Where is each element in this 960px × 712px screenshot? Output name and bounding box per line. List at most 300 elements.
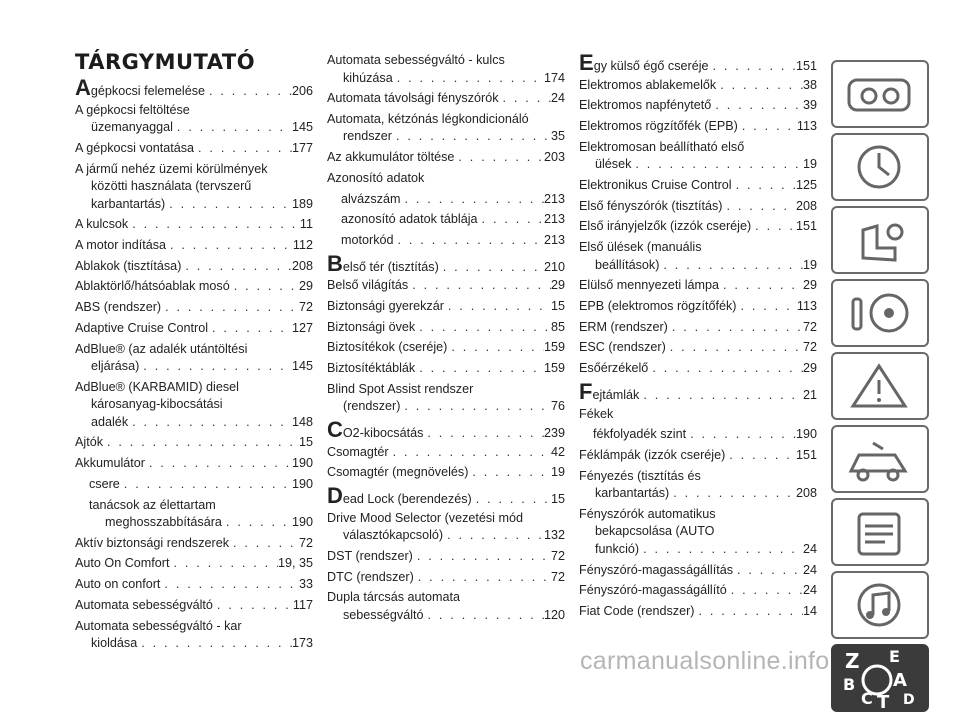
page-number: 24 <box>802 583 817 598</box>
leader-dots <box>213 597 293 615</box>
page-number: 151 <box>795 447 817 462</box>
page-number: 151 <box>795 59 817 73</box>
entry-text: karbantartás) <box>595 486 670 501</box>
page-number: 11 <box>299 217 313 232</box>
page-number: 112 <box>292 238 313 252</box>
leader-dots <box>128 216 300 234</box>
index-entry <box>327 170 565 188</box>
page-number: 173 <box>291 636 313 650</box>
entry-text: károsanyag-kibocsátási <box>91 397 223 412</box>
leader-dots <box>468 464 551 482</box>
leader-dots <box>205 83 292 101</box>
entry-text: ABS (rendszer) <box>75 300 162 315</box>
leader-dots <box>392 128 551 146</box>
index-letter: E <box>889 647 900 666</box>
page-number: 239 <box>543 426 565 440</box>
leader-dots <box>423 425 544 443</box>
section-letter: F <box>579 378 593 404</box>
leader-dots <box>443 527 544 545</box>
page-number: 148 <box>291 414 313 429</box>
entry-text: kihúzása <box>343 70 393 85</box>
index-entry <box>579 468 817 503</box>
entry-text: AdBlue® (az adalék utántöltési <box>75 341 248 356</box>
entry-text: csere <box>89 476 120 491</box>
index-entry <box>75 576 313 594</box>
page-number: 29 <box>802 278 817 293</box>
leader-dots <box>648 360 803 378</box>
entry-text: (rendszer) <box>343 399 401 414</box>
leader-dots <box>454 149 544 167</box>
entry-text: A gépkocsi vontatása <box>75 140 195 155</box>
starting-driving-icon <box>833 281 927 345</box>
page-number: 190 <box>291 476 313 491</box>
index-entry <box>579 198 817 216</box>
index-entry <box>579 118 817 136</box>
entry-text: Dupla tárcsás automata <box>327 590 461 605</box>
leader-dots <box>727 582 803 600</box>
index-entry <box>579 426 817 444</box>
chapter-tab[interactable] <box>831 206 929 274</box>
index-entry <box>327 298 565 316</box>
index-entry <box>327 548 565 566</box>
leader-dots <box>694 603 803 621</box>
leader-dots <box>401 191 544 209</box>
entry-text: gy külső égő cseréje <box>593 59 709 73</box>
entry-text: Automata távolsági fényszórók <box>327 91 499 106</box>
page-number: 127 <box>291 320 313 335</box>
index-entry <box>327 569 565 587</box>
index-entry <box>579 298 817 316</box>
chapter-tab[interactable] <box>831 425 929 493</box>
leader-dots <box>478 211 544 229</box>
page-number: 15 <box>298 435 313 450</box>
index-entry <box>327 250 565 277</box>
index-entry <box>75 535 313 553</box>
page-number: 15 <box>550 492 565 507</box>
entry-text: Biztonsági gyerekzár <box>327 299 444 313</box>
index-entry <box>75 299 313 317</box>
entry-text: Fényszóró-magasságállítás <box>579 562 733 577</box>
index-entry <box>75 379 313 432</box>
index-entry <box>75 75 313 101</box>
entry-text: ead Lock (berendezés) <box>342 492 472 507</box>
safety-icon <box>833 135 927 199</box>
leader-dots <box>733 562 803 580</box>
index-entry <box>327 360 565 378</box>
leader-dots <box>170 555 278 573</box>
entry-text: gépkocsi felemelése <box>90 84 205 98</box>
leader-dots <box>160 576 299 594</box>
entry-text: Elektromos ablakemelők <box>579 77 717 92</box>
entry-text: Elektronikus Cruise Control <box>579 178 732 192</box>
index-entry <box>327 589 565 624</box>
index-entry <box>327 52 565 87</box>
leader-dots <box>669 485 796 503</box>
leader-dots <box>639 387 803 405</box>
entry-text: Azonosító adatok <box>327 170 425 185</box>
index-entry <box>579 603 817 621</box>
entry-text: sebességváltó <box>343 607 424 622</box>
section-letter: C <box>327 417 343 442</box>
page-number: 117 <box>292 597 313 612</box>
entry-text: Auto on confort <box>75 577 161 592</box>
leader-dots <box>736 298 796 316</box>
leader-dots <box>161 299 299 317</box>
section-letter: B <box>327 250 343 276</box>
page-number: 19 <box>550 465 565 480</box>
leader-dots <box>415 319 551 337</box>
page-number: 177 <box>291 140 313 155</box>
technical-data-icon <box>833 500 927 564</box>
page-number: 72 <box>550 569 565 584</box>
entry-text: adalék <box>91 414 129 429</box>
leader-dots <box>145 455 292 473</box>
index-entry <box>579 319 817 337</box>
leader-dots <box>666 339 803 357</box>
index-entry <box>327 339 565 357</box>
page-number: 159 <box>543 340 565 355</box>
entry-text: ülések <box>595 157 632 172</box>
page-number: 72 <box>802 319 817 334</box>
entry-text: fékfolyadék szint <box>593 427 687 442</box>
entry-text: Drive Mood Selector (vezetési mód <box>327 510 523 525</box>
leader-dots <box>120 476 292 494</box>
leader-dots <box>719 277 803 295</box>
entry-text: Fékek <box>579 406 614 421</box>
page-number: 72 <box>298 300 313 315</box>
leader-dots <box>139 358 292 376</box>
index-entry <box>579 378 817 405</box>
entry-text: Biztonsági övek <box>327 319 416 334</box>
page-number: 85 <box>550 319 565 334</box>
index-entry <box>75 258 313 276</box>
index-entry <box>75 216 313 234</box>
index-entry <box>327 444 565 462</box>
airbag-seat-icon <box>833 208 927 272</box>
page-number: 213 <box>543 191 565 206</box>
page-number: 210 <box>543 259 565 274</box>
leader-dots <box>725 447 796 465</box>
index-entry <box>579 360 817 378</box>
entry-text: DTC (rendszer) <box>327 569 414 584</box>
leader-dots <box>400 398 551 416</box>
entry-text: A gépkocsi feltöltése <box>75 102 190 117</box>
index-letter: B <box>843 675 856 694</box>
page-title: TÁRGYMUTATÓ <box>75 50 256 74</box>
entry-text: azonosító adatok táblája <box>341 212 478 227</box>
entry-text: O2-kibocsátás <box>342 426 424 440</box>
entry-text: ejtámlák <box>592 387 640 402</box>
index-entry <box>327 277 565 295</box>
page-number: 203 <box>543 150 565 165</box>
entry-text: Automata sebességváltó - kulcs <box>327 53 505 67</box>
entry-text: Belső világítás <box>327 278 409 293</box>
entry-text: Első ülések (manuális <box>579 240 702 255</box>
index-entry <box>75 434 313 452</box>
page-number: 72 <box>802 340 817 355</box>
entry-text: beállítások) <box>595 257 660 272</box>
leader-dots <box>393 70 544 88</box>
entry-text: Automata sebességváltó - kar <box>75 618 242 633</box>
index-entry <box>579 50 817 76</box>
index-entry <box>75 341 313 376</box>
entry-text: Automata, kétzónás légkondicionáló <box>327 111 529 126</box>
entry-text: A motor indítása <box>75 238 167 252</box>
page-number: 208 <box>795 198 817 213</box>
entry-text: Csomagtér (megnövelés) <box>327 465 469 480</box>
entry-text: motorkód <box>341 232 394 247</box>
entry-text: Elektromos napfénytető <box>579 98 712 113</box>
page-number: 19 <box>802 157 817 172</box>
leader-dots <box>230 278 299 296</box>
page-number: 19 <box>802 257 817 272</box>
page-number: 113 <box>796 299 817 313</box>
entry-text: Féklámpák (izzók cseréje) <box>579 447 726 462</box>
leader-dots <box>408 277 551 295</box>
entry-text: Csomagtér <box>327 444 389 459</box>
leader-dots <box>732 177 796 195</box>
entry-text: rendszer <box>343 129 392 144</box>
index-entry <box>327 319 565 337</box>
entry-text: első tér (tisztítás) <box>342 259 439 274</box>
leader-dots <box>447 339 544 357</box>
chapter-tab[interactable] <box>831 571 929 639</box>
index-entry <box>75 497 313 532</box>
page-number: 15 <box>550 299 565 313</box>
entry-text: AdBlue® (KARBAMID) diesel <box>75 379 239 394</box>
entry-text: EPB (elektromos rögzítőfék) <box>579 299 737 313</box>
index-entry <box>75 140 313 158</box>
entry-text: kioldása <box>91 636 138 650</box>
leader-dots <box>208 320 292 338</box>
index-entry <box>75 618 313 653</box>
leader-dots <box>499 90 551 108</box>
page-number: 213 <box>543 232 565 247</box>
entry-text: Fényszóró-magasságállító <box>579 583 727 598</box>
entry-text: közötti használata (tervszerű <box>91 179 252 194</box>
page-number: 24 <box>802 562 817 577</box>
leader-dots <box>639 541 803 559</box>
index-entry <box>579 77 817 95</box>
chapter-tab[interactable] <box>831 498 929 566</box>
index-entry <box>579 97 817 115</box>
emergency-warning-icon <box>833 354 927 418</box>
page-number: 174 <box>543 70 565 85</box>
entry-text: ESC (rendszer) <box>579 340 666 355</box>
leader-dots <box>751 218 796 236</box>
page-number: 24 <box>550 91 565 106</box>
page-number: 35 <box>550 129 565 144</box>
entry-text: bekapcsolása (AUTO <box>595 524 715 539</box>
entry-text: Ablakok (tisztítása) <box>75 258 182 273</box>
leader-dots <box>668 319 803 337</box>
page-number: 159 <box>543 361 565 376</box>
page-number: 21 <box>802 387 817 402</box>
page-number: 190 <box>795 427 817 442</box>
index-entry <box>327 483 565 509</box>
index-entry <box>75 161 313 214</box>
entry-text: eljárása) <box>91 359 140 373</box>
car-dashboard-icon <box>833 62 927 126</box>
entry-text: Fényezés (tisztítás és <box>579 468 701 483</box>
entry-text: Adaptive Cruise Control <box>75 320 208 335</box>
entry-text: Első fényszórók (tisztítás) <box>579 198 723 213</box>
leader-dots <box>181 258 292 276</box>
chapter-tab[interactable] <box>831 352 929 420</box>
maintenance-car-icon <box>833 427 927 491</box>
entry-text: Fiat Code (rendszer) <box>579 603 695 618</box>
leader-dots <box>415 360 544 378</box>
index-entry <box>327 90 565 108</box>
index-letter: A <box>893 670 907 691</box>
watermark: carmanualsonline.info <box>580 647 830 675</box>
index-entry <box>579 277 817 295</box>
section-letter: A <box>75 75 91 100</box>
page-number: 189 <box>291 196 313 211</box>
index-entry <box>327 417 565 443</box>
page-number: 24 <box>802 541 817 556</box>
entry-text: A jármű nehéz üzemi körülmények <box>75 161 268 176</box>
leader-dots <box>173 119 292 137</box>
index-entry <box>579 177 817 195</box>
page-number: 33 <box>298 577 313 592</box>
entry-text: Esőérzékelő <box>579 361 649 376</box>
entry-text: Az akkumulátor töltése <box>327 150 455 165</box>
index-entry <box>579 447 817 465</box>
leader-dots <box>414 569 551 587</box>
page-number: 14 <box>802 603 817 618</box>
index-letter: T <box>877 692 890 710</box>
leader-dots <box>424 607 544 625</box>
chapter-tab[interactable] <box>831 60 929 128</box>
entry-text: Elülső mennyezeti lámpa <box>579 278 720 293</box>
page-number: 38 <box>802 77 817 92</box>
leader-dots <box>738 118 797 136</box>
leader-dots <box>709 58 796 76</box>
index-letter: C <box>861 689 873 708</box>
leader-dots <box>194 140 292 158</box>
index-entry <box>327 464 565 482</box>
leader-dots <box>165 196 292 214</box>
entry-text: karbantartás) <box>91 196 166 211</box>
index-entry <box>75 455 313 473</box>
leader-dots <box>389 444 551 462</box>
page-number: 29 <box>550 278 565 293</box>
entry-text: Auto On Comfort <box>75 556 170 571</box>
entry-text: Automata sebességváltó <box>75 597 213 612</box>
leader-dots <box>166 237 293 255</box>
page-number: 145 <box>291 120 313 135</box>
entry-text: Ablaktörlő/hátsóablak mosó <box>75 279 230 294</box>
page-number: 29 <box>802 361 817 376</box>
index-entry <box>75 555 313 573</box>
entry-text: üzemanyaggal <box>91 120 173 135</box>
leader-dots <box>439 259 544 277</box>
entry-text: Akkumulátor <box>75 456 145 471</box>
entry-text: alvázszám <box>341 191 401 206</box>
index-entry <box>327 232 565 250</box>
page-number: 206 <box>291 84 313 98</box>
entry-text: Biztosítéktáblák <box>327 361 416 376</box>
entry-text: A kulcsok <box>75 217 129 232</box>
page-number: 76 <box>550 399 565 414</box>
page-number: 145 <box>291 359 313 373</box>
index-entry <box>75 278 313 296</box>
page-number: 113 <box>796 119 817 134</box>
entry-text: Elektromos rögzítőfék (EPB) <box>579 119 738 134</box>
leader-dots <box>472 491 551 509</box>
page-number: 29 <box>298 279 313 294</box>
index-entry <box>327 149 565 167</box>
leader-dots <box>222 514 292 532</box>
entry-text: Blind Spot Assist rendszer <box>327 381 474 396</box>
index-letter: Z <box>845 649 860 673</box>
entry-text: ERM (rendszer) <box>579 319 668 334</box>
index-entry <box>75 102 313 137</box>
entry-text: tanácsok az élettartam <box>89 497 216 512</box>
page-number: 19, 35 <box>277 556 313 571</box>
entry-text: Elektromosan beállítható első <box>579 139 745 154</box>
index-entry <box>579 406 817 424</box>
leader-dots <box>137 635 292 653</box>
chapter-tab[interactable] <box>831 133 929 201</box>
leader-dots <box>659 257 803 275</box>
index-entry <box>75 476 313 494</box>
page-number: 208 <box>291 258 313 273</box>
entry-text: Aktív biztonsági rendszerek <box>75 535 229 550</box>
chapter-tab[interactable] <box>831 279 929 347</box>
leader-dots <box>686 426 796 444</box>
leader-dots <box>716 77 803 95</box>
index-entry <box>75 597 313 615</box>
entry-text: DST (rendszer) <box>327 549 413 563</box>
index-entry <box>579 562 817 580</box>
page-number: 132 <box>543 528 565 543</box>
index-entry <box>327 111 565 146</box>
index-entry <box>327 211 565 229</box>
page-number: 72 <box>550 549 565 563</box>
index-entry <box>579 218 817 236</box>
index-entry <box>327 191 565 209</box>
alphabetical-index-icon <box>833 646 927 710</box>
page-number: 190 <box>291 456 313 471</box>
index-entry <box>327 510 565 545</box>
chapter-tab[interactable] <box>831 644 929 712</box>
page-number: 213 <box>543 212 565 227</box>
index-entry <box>327 381 565 416</box>
index-letter: D <box>903 692 915 708</box>
leader-dots <box>631 156 803 174</box>
index-entry <box>75 237 313 255</box>
section-letter: E <box>579 50 594 75</box>
entry-text: Ajtók <box>75 435 103 450</box>
index-entry <box>579 506 817 559</box>
leader-dots <box>229 535 299 553</box>
entry-text: funkció) <box>595 541 640 556</box>
entry-text: meghosszabbítására <box>105 515 222 529</box>
section-letter: D <box>327 483 343 509</box>
index-entry <box>75 320 313 338</box>
leader-dots <box>394 232 544 250</box>
leader-dots <box>444 298 551 316</box>
index-entry <box>579 139 817 174</box>
leader-dots <box>103 434 299 452</box>
page-number: 125 <box>795 178 817 192</box>
leader-dots <box>711 97 803 115</box>
index-entry <box>579 239 817 274</box>
entry-text: Fényszórók automatikus <box>579 506 716 521</box>
index-entry <box>579 339 817 357</box>
